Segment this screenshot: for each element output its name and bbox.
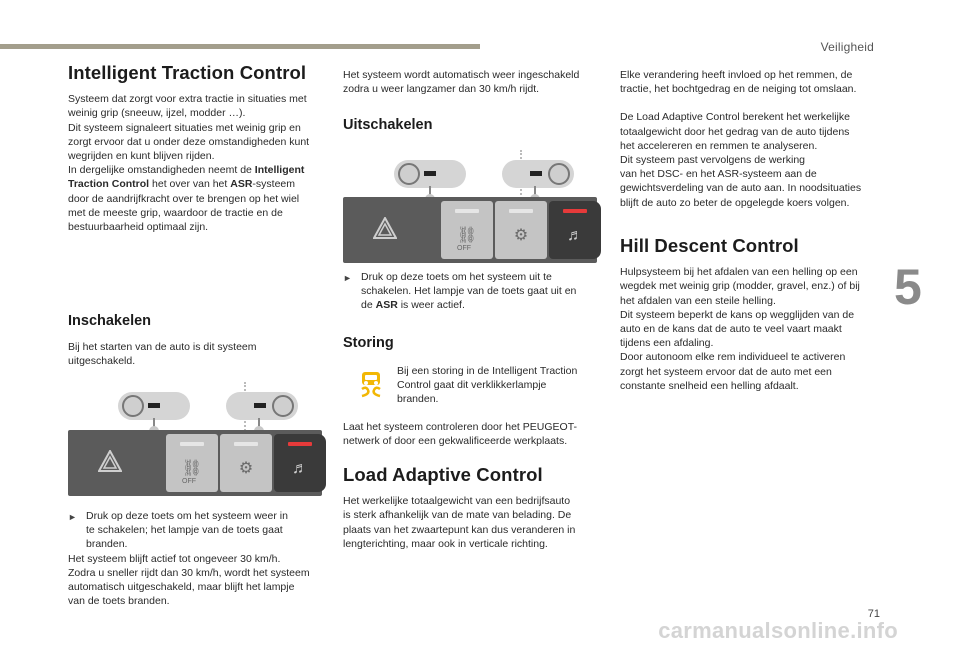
fault-text: Bij een storing in de Intelligent Traction Control gaat dit verklikkerlampje branden. [397,365,578,406]
fault-title: Storing [343,335,394,351]
hill-descent-icon: ⚙ [513,227,529,244]
lac-calculation: De Load Adaptive Control berekent het werkelijke totaalgewicht door het gedrag van de auto tijdens het accelereren en remmen te analyseren. Dit systeem past vervolgens de werking van het DSC- en het ASR-systeem aan de gewichtsverdeling van de auto aan. In noodsituaties blijft de auto zo beter de opgelegde koers volgen. [620,111,862,209]
hill-descent-button[interactable] [495,201,547,259]
column-2-top [343,68,605,105]
esp-icon: ⛓ [181,460,203,477]
traction-warning-icon [356,369,386,399]
header-rule [0,44,480,49]
traction-control-button[interactable] [549,201,601,259]
on-title: Inschakelen [68,313,152,329]
on-instructions [68,509,330,617]
esp-off-button[interactable] [441,201,493,259]
lac-text: Het werkelijke totaalgewicht van een bedrijfsauto is sterk afhankelijk van de mate van belading. De plaats van het zwaartepunt kan dus veranderen in lengterichting, maar ook in verticale richting. [343,495,576,550]
hdc-title: Hill Descent Control [620,235,799,256]
esp-off-button[interactable] [166,434,218,492]
esp-icon: ⛓ [456,227,478,244]
traction-control-icon: ♬ [292,460,308,477]
traction-control-icon: ♬ [567,227,583,244]
hazard-warning-icon [98,450,122,472]
watermark: carmanualsonline.info [658,618,898,643]
off-section [343,118,605,144]
control-panel-on [68,430,322,496]
off-instructions [343,270,605,313]
steering-wheel-icon [122,395,144,417]
lamp-icon [424,171,436,176]
bullet-icon: ► [68,512,77,522]
lamp-icon [148,403,160,408]
indicator-left [394,160,466,188]
chapter-number: 5 [894,259,922,315]
on-section [68,314,330,378]
column-3 [620,68,882,219]
on-bullet: ► Druk op deze toets om het systeem weer in te schakelen; het lampje van de toets gaat branden. [68,510,288,551]
lac-effects: Elke verandering heeft invloed op het remmen, de tractie, het bochtgedrag en de neiging tot omslaan. [620,69,857,96]
hazard-warning-icon [373,217,397,239]
lamp-icon [254,403,266,408]
steering-wheel-icon [398,163,420,185]
off-bullet: ► Druk op deze toets om het systeem uit te schakelen. Het lampje van de toets gaat uit en de ASR is weer actief. [343,271,577,312]
indicator-right [502,160,574,188]
hdc-section [620,235,882,402]
indicator-right [226,392,298,420]
indicator-left [118,392,190,420]
itc-intro: Systeem dat zorgt voor extra tractie in situaties met weinig grip (sneeuw, ijzel, modder …). Dit systeem signaleert situaties met weinig grip en zorgt ervoor dat u onder deze omstandigheden kunt wegrijden en kunt blijven rijden. In dergelijke omstandigheden neemt de Intelligent Traction Control het over van het ASR-systeem door de aandrijfkracht over te brengen op het wiel met de meeste grip, waardoor de tractie en de bestuurbaarheid optimaal zijn. [68,93,310,234]
button-led [288,442,312,446]
col2-intro: Het systeem wordt automatisch weer ingeschakeld zodra u weer langzamer dan 30 km/h rijdt. [343,69,580,96]
hill-descent-icon: ⚙ [238,460,254,477]
on-after-text: Het systeem blijft actief tot ongeveer 30 km/h. Zodra u sneller rijdt dan 30 km/h, wordt het systeem automatisch uitgeschakeld, maar blijft het lampje van de toets branden. [68,552,310,608]
off-label: OFF [457,245,471,252]
button-led [563,209,587,213]
lac-section [343,464,605,560]
traction-control-button[interactable] [274,434,326,492]
itc-title: Intelligent Traction Control [68,62,307,83]
lac-title: Load Adaptive Control [343,464,543,485]
steering-wheel-icon [548,163,570,185]
page-number: 71 [867,608,880,620]
hill-descent-button[interactable] [220,434,272,492]
section-label: Veiligheid [820,40,874,54]
off-label: OFF [182,478,196,485]
on-text: Bij het starten van de auto is dit systeem uitgeschakeld. [68,341,257,368]
lamp-icon [530,171,542,176]
fault-section [343,336,605,362]
column-1 [68,62,330,243]
steering-wheel-icon [272,395,294,417]
off-title: Uitschakelen [343,117,433,133]
hdc-text: Hulpsysteem bij het afdalen van een helling op een wegdek met weinig grip (modder, gravel, enz.) of bij het afdalen van een steile helling. Dit systeem beperkt de kans op wegglijden van de auto en de kans dat de auto te veel vaart maakt tijdens een afdaling. Door autonoom elke rem individueel te activeren zorgt het systeem ervoor dat de auto met een constante snelheid een helling afdaalt. [620,266,860,392]
bullet-icon: ► [343,273,352,283]
fault-after: Laat het systeem controleren door het PEUGEOT- netwerk of door een gekwalificeerde werkplaats. [343,421,578,448]
control-panel-off [343,197,597,263]
